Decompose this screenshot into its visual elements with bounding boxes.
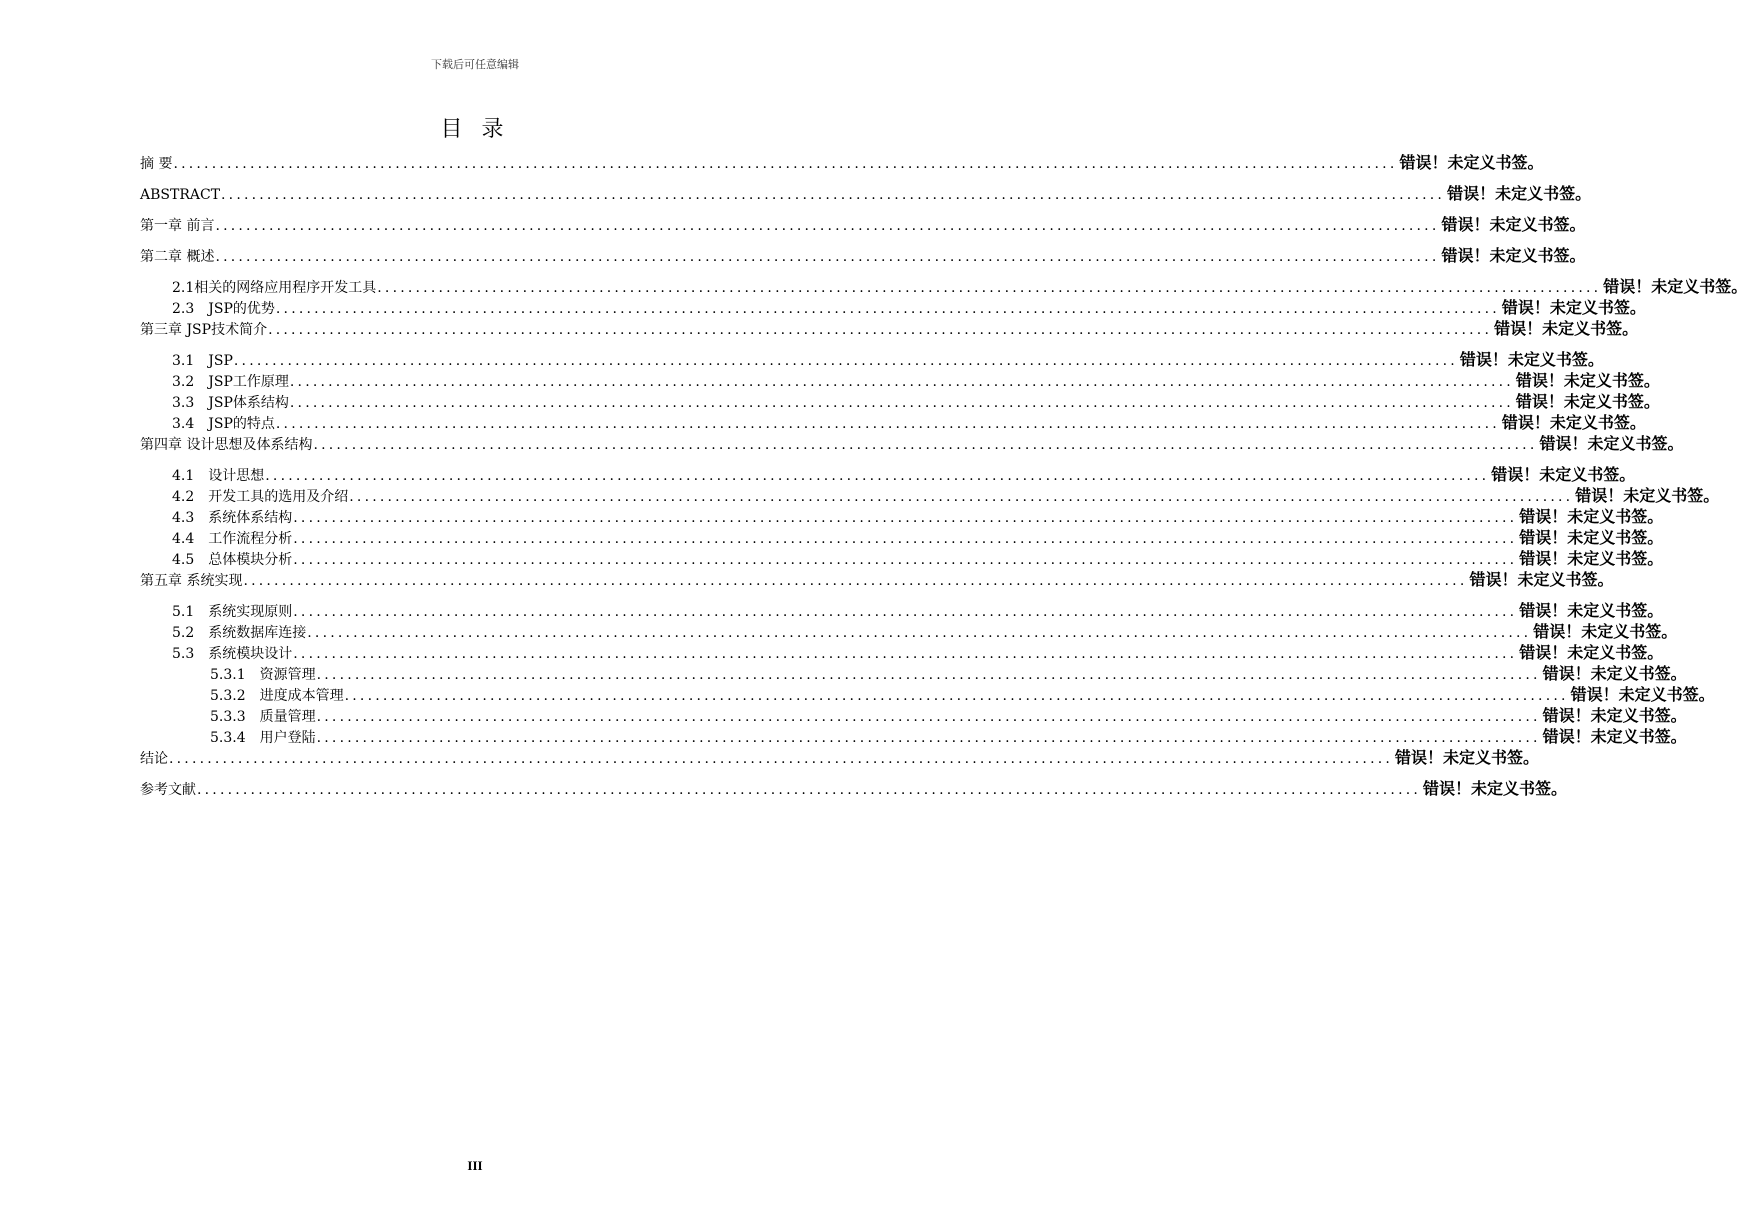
toc-entry[interactable]	[140, 567, 1614, 589]
toc-entry[interactable]	[140, 316, 1639, 338]
toc-leader-dots: ................................................................................................................................................................	[268, 322, 1493, 338]
toc-entry-page-ref: 错误！未定义书签。	[1519, 528, 1664, 547]
toc-entry[interactable]	[140, 546, 1664, 568]
toc-entry-page-ref: 错误！未定义书签。	[1533, 622, 1678, 641]
toc-leader-dots: ................................................................................................................................................................	[275, 416, 1500, 432]
toc-entry[interactable]	[140, 661, 1687, 683]
toc-entry-number: 3.1	[172, 353, 195, 369]
toc-entry-page-ref: 错误！未定义书签。	[1501, 413, 1646, 432]
toc-entry-title: 总体模块分析	[208, 552, 293, 568]
toc-entry-page-ref: 错误！未定义书签。	[1575, 486, 1720, 505]
toc-entry[interactable]	[140, 504, 1664, 526]
toc-entry-number: 5.3.2	[210, 688, 246, 704]
toc-leader-dots: ................................................................................................................................................................	[377, 280, 1602, 296]
toc-entry-title: 系统实现原则	[208, 604, 293, 620]
toc-entry-page-ref: 错误！未定义书签。	[1501, 298, 1646, 317]
toc-entry-page-ref: 错误！未定义书签。	[1519, 601, 1664, 620]
toc-entry[interactable]	[140, 243, 1586, 265]
toc-entry-title: 2.1相关的网络应用程序开发工具	[172, 280, 377, 296]
toc-leader-dots: ................................................................................................................................................................	[215, 218, 1440, 234]
toc-entry-title: 摘 要	[140, 156, 173, 172]
toc-entry-page-ref: 错误！未定义书签。	[1542, 706, 1687, 725]
toc-entry[interactable]	[140, 724, 1687, 746]
toc-entry[interactable]	[140, 640, 1664, 662]
toc-entry[interactable]	[140, 598, 1664, 620]
toc-entry-title: 第三章 JSP技术简介	[140, 322, 268, 338]
toc-entry-title: 第二章 概述	[140, 249, 215, 265]
toc-leader-dots: ................................................................................................................................................................	[349, 489, 1574, 505]
toc-entry-number: 4.3	[172, 510, 195, 526]
toc-entry-title: JSP的优势	[208, 301, 275, 317]
toc-entry-page-ref: 错误！未定义书签。	[1441, 246, 1586, 265]
toc-leader-dots: ................................................................................................................................................................	[293, 552, 1518, 568]
toc-entry-title: JSP	[208, 353, 233, 369]
toc-entry-number: 2.3	[172, 301, 195, 317]
toc-entry-page-ref: 错误！未定义书签。	[1603, 277, 1747, 296]
toc-entry-title: 工作流程分析	[208, 531, 293, 547]
header-note: 下载后可任意编辑	[431, 58, 519, 71]
toc-entry-page-ref: 错误！未定义书签。	[1542, 664, 1687, 683]
toc-entry-title: JSP体系结构	[208, 395, 289, 411]
page-number: III	[467, 1158, 483, 1173]
toc-entry-title: 系统模块设计	[208, 646, 293, 662]
toc-entry-title: 开发工具的选用及介绍	[208, 489, 349, 505]
toc-entry-page-ref: 错误！未定义书签。	[1539, 434, 1684, 453]
table-of-contents	[140, 150, 1747, 798]
toc-entry-title: 系统体系结构	[208, 510, 293, 526]
toc-entry[interactable]	[140, 368, 1660, 390]
toc-entry-title: 第五章 系统实现	[140, 573, 243, 589]
toc-leader-dots: ................................................................................................................................................................	[293, 646, 1518, 662]
toc-entry[interactable]	[140, 347, 1604, 369]
toc-entry-title: 第一章 前言	[140, 218, 215, 234]
toc-entry-title: 进度成本管理	[259, 688, 344, 704]
toc-entry-number: 5.1	[172, 604, 195, 620]
toc-entry[interactable]	[140, 181, 1592, 203]
toc-entry-page-ref: 错误！未定义书签。	[1519, 549, 1664, 568]
toc-entry[interactable]	[140, 431, 1684, 453]
toc-entry-title: 结论	[140, 751, 168, 767]
toc-entry-number: 5.2	[172, 625, 195, 641]
toc-entry-page-ref: 错误！未定义书签。	[1459, 350, 1604, 369]
toc-entry-page-ref: 错误！未定义书签。	[1542, 727, 1687, 746]
toc-entry[interactable]	[140, 745, 1540, 767]
toc-entry-title: JSP工作原理	[208, 374, 289, 390]
toc-entry[interactable]	[140, 212, 1586, 234]
toc-entry-page-ref: 错误！未定义书签。	[1515, 371, 1660, 390]
toc-leader-dots: ................................................................................................................................................................	[221, 187, 1446, 203]
toc-entry-title: 参考文献	[140, 782, 196, 798]
toc-leader-dots: ................................................................................................................................................................	[265, 468, 1490, 484]
toc-leader-dots: ................................................................................................................................................................	[215, 249, 1440, 265]
toc-entry[interactable]	[140, 410, 1646, 432]
toc-leader-dots: ................................................................................................................................................................	[243, 573, 1468, 589]
toc-entry-number: 3.4	[172, 416, 195, 432]
toc-entry[interactable]	[140, 295, 1646, 317]
toc-entry-page-ref: 错误！未定义书签。	[1447, 184, 1592, 203]
toc-entry-page-ref: 错误！未定义书签。	[1441, 215, 1586, 234]
toc-title: 目 录	[440, 117, 510, 142]
toc-entry-page-ref: 错误！未定义书签。	[1399, 153, 1544, 172]
toc-entry-page-ref: 错误！未定义书签。	[1519, 643, 1664, 662]
toc-entry-number: 5.3.4	[210, 730, 246, 746]
toc-leader-dots: ................................................................................................................................................................	[289, 374, 1514, 390]
toc-entry-page-ref: 错误！未定义书签。	[1469, 570, 1614, 589]
toc-entry-page-ref: 错误！未定义书签。	[1494, 319, 1639, 338]
toc-entry[interactable]	[140, 682, 1715, 704]
toc-entry-title: 第四章 设计思想及体系结构	[140, 437, 313, 453]
toc-entry-title: 资源管理	[259, 667, 316, 683]
toc-leader-dots: ................................................................................................................................................................	[316, 709, 1541, 725]
toc-entry[interactable]	[140, 274, 1747, 296]
toc-leader-dots: ................................................................................................................................................................	[316, 667, 1541, 683]
toc-entry-number: 5.3.3	[210, 709, 246, 725]
toc-entry-number: 4.1	[172, 468, 195, 484]
toc-leader-dots: ................................................................................................................................................................	[197, 782, 1422, 798]
toc-leader-dots: ................................................................................................................................................................	[169, 751, 1394, 767]
toc-entry-title: 用户登陆	[259, 730, 316, 746]
toc-entry[interactable]	[140, 483, 1720, 505]
toc-leader-dots: ................................................................................................................................................................	[293, 604, 1518, 620]
toc-entry-number: 4.5	[172, 552, 195, 568]
toc-entry-title: 系统数据库连接	[208, 625, 307, 641]
toc-leader-dots: ................................................................................................................................................................	[275, 301, 1500, 317]
toc-entry-title: ABSTRACT	[140, 187, 221, 203]
toc-leader-dots: ................................................................................................................................................................	[289, 395, 1514, 411]
toc-entry-page-ref: 错误！未定义书签。	[1570, 685, 1715, 704]
toc-leader-dots: ................................................................................................................................................................	[344, 688, 1569, 704]
toc-entry-page-ref: 错误！未定义书签。	[1491, 465, 1636, 484]
toc-leader-dots: ................................................................................................................................................................	[316, 730, 1541, 746]
toc-entry-title: 设计思想	[208, 468, 265, 484]
toc-leader-dots: ................................................................................................................................................................	[293, 531, 1518, 547]
toc-entry-title: 质量管理	[259, 709, 316, 725]
toc-entry-page-ref: 错误！未定义书签。	[1395, 748, 1540, 767]
toc-entry[interactable]	[140, 525, 1664, 547]
toc-entry[interactable]	[140, 776, 1568, 798]
toc-leader-dots: ................................................................................................................................................................	[173, 156, 1398, 172]
toc-entry-title: JSP的特点	[208, 416, 275, 432]
toc-entry[interactable]	[140, 462, 1636, 484]
toc-entry-number: 5.3.1	[210, 667, 246, 683]
toc-entry[interactable]	[140, 703, 1687, 725]
toc-entry-number: 3.3	[172, 395, 195, 411]
toc-entry-page-ref: 错误！未定义书签。	[1515, 392, 1660, 411]
toc-leader-dots: ................................................................................................................................................................	[307, 625, 1532, 641]
toc-leader-dots: ................................................................................................................................................................	[293, 510, 1518, 526]
toc-leader-dots: ................................................................................................................................................................	[313, 437, 1538, 453]
toc-entry-number: 4.2	[172, 489, 195, 505]
toc-entry-page-ref: 错误！未定义书签。	[1519, 507, 1664, 526]
toc-leader-dots: ................................................................................................................................................................	[233, 353, 1458, 369]
toc-entry[interactable]	[140, 619, 1678, 641]
toc-entry[interactable]	[140, 389, 1660, 411]
toc-entry-number: 4.4	[172, 531, 195, 547]
toc-entry[interactable]	[140, 150, 1544, 172]
toc-entry-number: 3.2	[172, 374, 195, 390]
toc-entry-page-ref: 错误！未定义书签。	[1423, 779, 1568, 798]
toc-entry-number: 5.3	[172, 646, 195, 662]
